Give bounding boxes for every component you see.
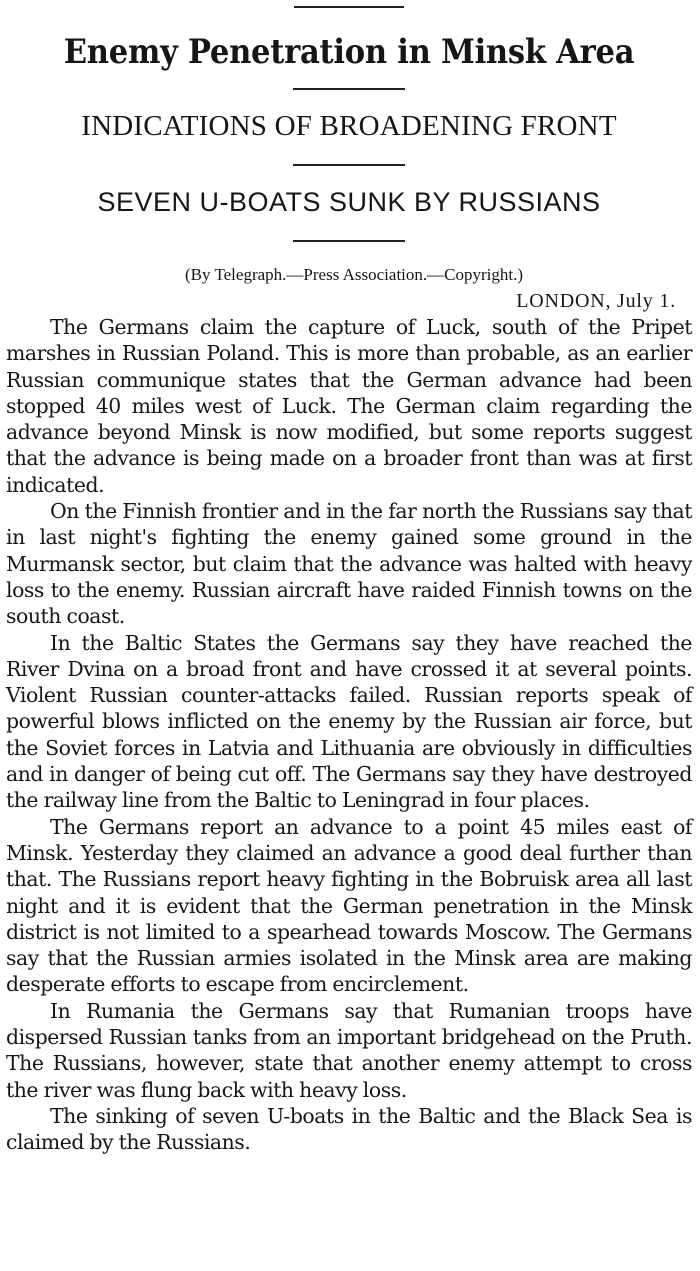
paragraph-rumania: In Rumania the Germans say that Rumanian troops have dispersed Russian tanks from an important bridgehead on the Pruth. The Russians, however, state that another enemy attempt to cross the river was flung back with heavy loss. bbox=[6, 998, 692, 1102]
paragraph-baltic-states: In the Baltic States the Germans say they have reached the River Dvina on a broad front and have crossed it at several points. Violent Russian counter-attacks failed. Russian reports speak of powerful blows inflicted on the enemy by the Russian air force, but the Soviet forces in Latvia and Lithuania are obviously in difficulties and in danger of being cut off. The Germans say they have destroyed the railway line from the Baltic to Leningrad in four places. bbox=[6, 630, 692, 813]
divider-rule-3 bbox=[293, 240, 405, 242]
top-rule bbox=[294, 6, 404, 8]
article-body bbox=[6, 314, 692, 1156]
press-credit: (By Telegraph.—Press Association.—Copyright.) bbox=[185, 265, 523, 284]
headline: Enemy Penetration in Minsk Area bbox=[63, 32, 635, 72]
paragraph-u-boats: The sinking of seven U-boats in the Baltic and the Black Sea is claimed by the Russians. bbox=[6, 1103, 692, 1155]
divider-rule-1 bbox=[293, 88, 405, 90]
divider-rule-2 bbox=[293, 164, 405, 166]
newspaper-article bbox=[0, 6, 700, 1271]
paragraph-finnish-frontier: On the Finnish frontier and in the far north the Russians say that in last night's fighting the enemy gained some ground in the Murmansk sector, but claim that the advance was halted with heavy loss to the enemy. Russian aircraft have raided Finnish towns on the south coast. bbox=[6, 499, 692, 629]
paragraph-luck: The Germans claim the capture of Luck, south of the Pripet marshes in Russian Poland. This is more than probable, as an earlier Russian communique states that the German advance had been stopped 40 miles west of Luck. The German claim regarding the advance beyond Minsk is now modified, but some reports suggest that the advance is being made on a broader front than was at first indicated. bbox=[6, 315, 692, 497]
paragraph-minsk: The Germans report an advance to a point 45 miles east of Minsk. Yesterday they claimed an advance a good deal further than that. The Russians report heavy fighting in the Bobruisk area all last night and it is evident that the German penetration in the Minsk district is not limited to a spearhead towards Moscow. The Germans say that the Russian armies isolated in the Minsk area are making desperate efforts to escape from encirclement. bbox=[6, 814, 692, 997]
subheading-broadening-front: INDICATIONS OF BROADENING FRONT bbox=[81, 110, 617, 142]
subheading-u-boats: SEVEN U-BOATS SUNK BY RUSSIANS bbox=[97, 187, 601, 217]
dateline: LONDON, July 1. bbox=[516, 290, 676, 312]
